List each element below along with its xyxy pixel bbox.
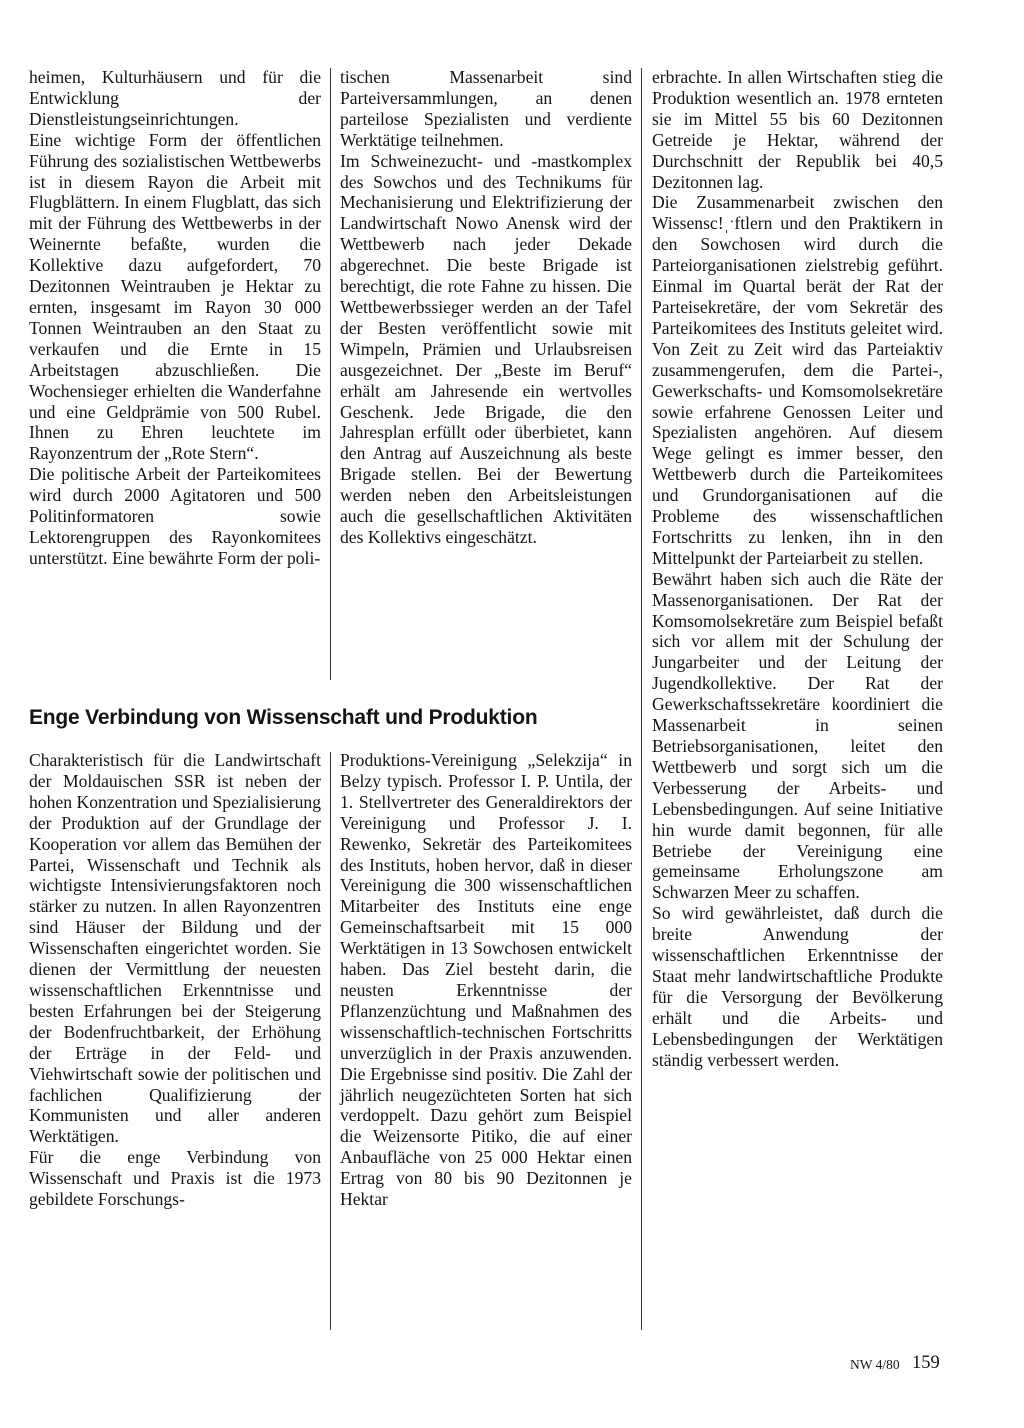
column-divider xyxy=(330,68,331,680)
column-divider xyxy=(330,752,331,1330)
paragraph: Produktions-Vereinigung „Selekzija“ in Belzy typisch. Professor I. P. Untila, der 1. Stellvertreter des Generaldirektors der Vereinigung und Professor J. I. Rewenko, Sekretär des Parteikomitees des Instituts, hoben hervor, daß in dieser Vereinigung die 300 wissenschaftlichen Mitarbeiter des Instituts eine enge Gemeinschaftsarbeit mit 15 000 Werktätigen in 13 Sowchosen entwickelt haben. Das Ziel besteht darin, die neusten Erkenntnisse der Pflanzenzüchtung und Maßnahmen des wissenschaftlich-technischen Fortschritts unverzüglich in der Praxis anzuwenden. Die Ergebnisse sind positiv. Die Zahl der jährlich neugezüchteten Sorten hat sich verdoppelt. Dazu gehört zum Beispiel die Weizensorte Pitiko, die auf einer Anbaufläche von 25 000 Hektar einen Ertrag von 80 bis 90 Dezitonnen je Hektar xyxy=(340,750,632,1210)
article-column-top-middle xyxy=(340,67,632,548)
column-divider xyxy=(641,68,642,1330)
page-number: 159 xyxy=(912,1353,940,1373)
article-column-right xyxy=(652,67,943,1071)
paragraph: heimen, Kulturhäusern und für die Entwicklung der Dienstleistungseinrichtungen. xyxy=(29,67,321,129)
paragraph: Eine wichtige Form der öffentlichen Führung des sozialistischen Wettbewerbs ist in diesem Rayon die Arbeit mit Flugblättern. In einem Flugblatt, das sich mit der Führung des Wettbewerbs in der Weinernte befaßte, wurden die Kollektive dazu aufgefordert, 70 Dezitonnen Weintrauben je Hektar zu ernten, insgesamt im Rayon 30 000 Tonnen Weintrauben an den Staat zu verkaufen und die Ernte in 15 Arbeitstagen abzuschließen. Die Wochensieger erhielten die Wanderfahne und eine Geldprämie von 500 Rubel. Ihnen zu Ehren leuchtete im Rayonzentrum der „Rote Stern“. xyxy=(29,129,321,464)
paragraph: Die Zusammenarbeit zwischen den Wissensc!ˌˑftlern und den Praktikern in den Sowchosen wird durch die Parteiorganisationen zielstrebig geführt. Einmal im Quartal berät der Rat der Parteisekretäre, der vom Sekretär des Parteikomitees des Instituts geleitet wird. Von Zeit zu Zeit wird das Parteiaktiv zusammengerufen, dem die Partei-, Gewerkschafts- und Komsomolsekretäre sowie erfahrene Genossen Leiter und Spezialisten angehören. Auf diesem Wege gelingt es immer besser, den Wettbewerb durch die Parteikomitees und Grundorganisationen auf die Probleme des wissenschaftlichen Fortschritts zu lenken, ihn in den Mittelpunkt der Parteiarbeit zu stellen. xyxy=(652,192,943,568)
paragraph: Im Schweinezucht- und -mastkomplex des Sowchos und des Technikums für Mechanisierung und Elektrifizierung der Landwirtschaft Nowo Anensk wird der Wettbewerb nach jeder Dekade abgerechnet. Die beste Brigade ist berechtigt, die rote Fahne zu hissen. Die Wettbewerbssieger werden an der Tafel der Besten veröffentlicht sowie mit Wimpeln, Prämien und Urlaubsreisen ausgezeichnet. Der „Beste im Beruf“ erhält am Jahresende ein wertvolles Geschenk. Jede Brigade, die den Jahresplan erfüllt oder überbietet, kann den Antrag auf Auszeichnung als beste Brigade stellen. Bei der Bewertung werden neben den Arbeitsleistungen auch die gesellschaftlichen Aktivitäten des Kollektivs eingeschätzt. xyxy=(340,150,632,547)
issue-label: NW 4/80 xyxy=(850,1357,900,1372)
paragraph: Für die enge Verbindung von Wissenschaft und Praxis ist die 1973 gebildete Forschungs- xyxy=(29,1147,321,1210)
paragraph: tischen Massenarbeit sind Parteiversammlungen, an denen parteilose Spezialisten und verdiente Werktätige teilnehmen. xyxy=(340,67,632,150)
paragraph: Bewährt haben sich auch die Räte der Massenorganisationen. Der Rat der Komsomolsekretäre zum Beispiel befaßt sich vor allem mit der Schulung der Jungarbeiter und der Leitung der Jugendkollektive. Der Rat der Gewerkschaftssekretäre koordiniert die Massenarbeit in seinen Betriebsorganisationen, leitet den Wettbewerb und sorgt sich um die Verbesserung der Arbeits- und Lebensbedingungen. Auf seine Initiative hin wurde damit begonnen, für alle Betriebe der Vereinigung eine gemeinsame Erholungszone am Schwarzen Meer zu schaffen. xyxy=(652,568,943,903)
article-column-bottom-middle xyxy=(340,750,632,1210)
article-column-bottom-left xyxy=(29,750,321,1210)
paragraph: Die politische Arbeit der Parteikomitees wird durch 2000 Agitatoren und 500 Politinformatoren sowie Lektorengruppen des Rayonkomitees unterstützt. Eine bewährte Form der poli- xyxy=(29,464,321,568)
paragraph: erbrachte. In allen Wirtschaften stieg die Produktion wesentlich an. 1978 ernteten sie im Mittel 55 bis 60 Dezitonnen Getreide je Hektar, während der Durchschnitt der Republik bei 40,5 Dezitonnen lag. xyxy=(652,67,943,192)
section-heading: Enge Verbindung von Wissenschaft und Produktion xyxy=(29,706,538,729)
article-column-top-left xyxy=(29,67,321,569)
paragraph: Charakteristisch für die Landwirtschaft der Moldauischen SSR ist neben der hohen Konzentration und Spezialisierung der Produktion auf der Grundlage der Kooperation vor allem das Bemühen der Partei, Wissenschaft und Technik als wichtigste Intensivierungsfaktoren noch stärker zu nutzen. In allen Rayonzentren sind Häuser der Bildung und der Wissenschaften eingerichtet worden. Sie dienen der Vermittlung der neuesten wissenschaftlichen Erkenntnisse und besten Erfahrungen bei der Steigerung der Bodenfruchtbarkeit, der Erhöhung der Erträge in der Feld- und Viehwirtschaft sowie der politischen und fachlichen Qualifizierung der Kommunisten und aller anderen Werktätigen. xyxy=(29,750,321,1147)
paragraph: So wird gewährleistet, daß durch die breite Anwendung der wissenschaftlichen Erkenntnisse der Staat mehr landwirtschaftliche Produkte für die Versorgung der Bevölkerung erhält und die Arbeits- und Lebensbedingungen der Werktätigen ständig verbessert werden. xyxy=(652,903,943,1070)
